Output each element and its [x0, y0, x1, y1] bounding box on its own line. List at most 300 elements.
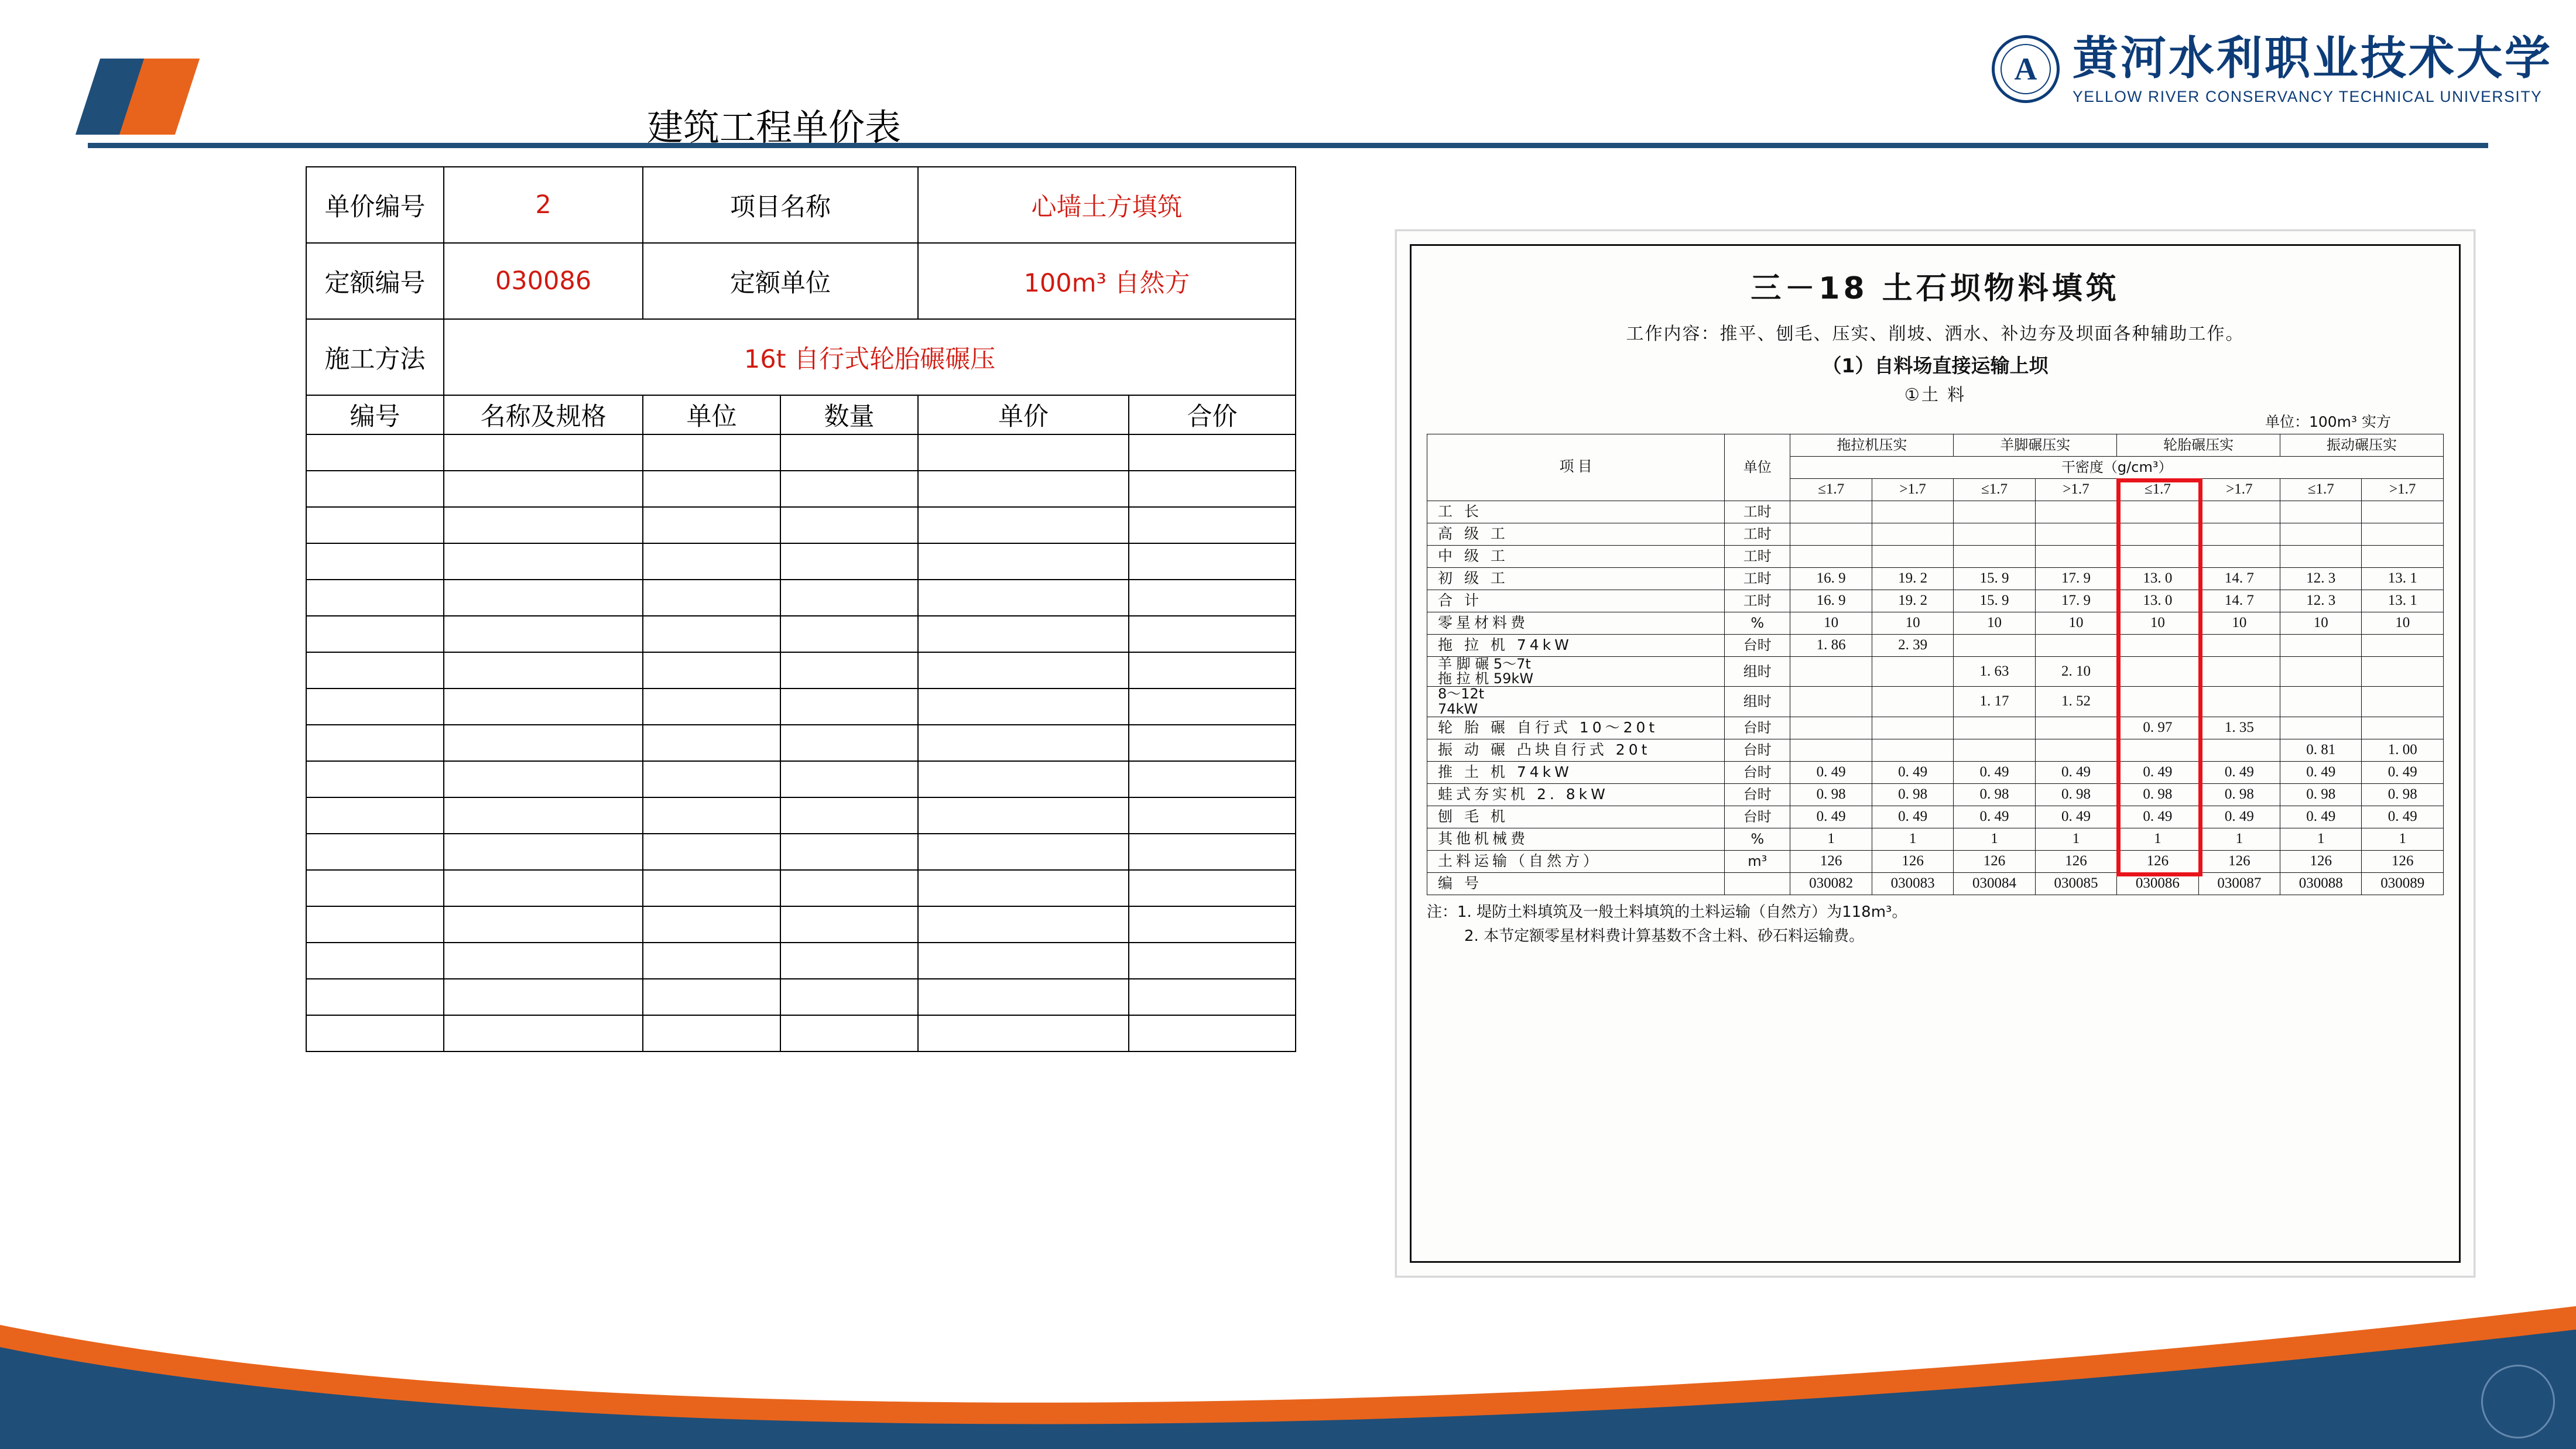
empty-cell[interactable] [918, 761, 1129, 797]
empty-cell[interactable] [306, 471, 444, 507]
quota-cell: 19. 2 [1872, 590, 1953, 612]
quota-row-label: 拖 拉 机 74kW [1427, 635, 1725, 657]
scan-subsection: ①土 料 [1904, 385, 1967, 405]
quota-cell [2198, 635, 2280, 657]
cell-quota-unit-label: 定额单位 [643, 243, 918, 319]
table-row [306, 1015, 1296, 1051]
empty-cell[interactable] [643, 761, 780, 797]
quota-row-label: 工 长 [1427, 501, 1725, 523]
empty-cell[interactable] [1129, 797, 1296, 834]
quota-cell: 1. 52 [2035, 687, 2116, 717]
empty-cell[interactable] [306, 906, 444, 943]
quota-cell [1790, 546, 1872, 568]
empty-cell[interactable] [918, 1015, 1129, 1051]
quota-cell [1790, 739, 1872, 761]
empty-cell[interactable] [1129, 507, 1296, 543]
quota-cell: 1 [1790, 828, 1872, 850]
empty-cell[interactable] [306, 870, 444, 906]
quota-density-col-5: >1.7 [2198, 479, 2280, 501]
quota-cell: 0. 98 [1872, 783, 1953, 806]
empty-cell[interactable] [780, 616, 918, 652]
quota-cell: 126 [2117, 850, 2198, 872]
footer-badge-icon [2481, 1365, 2555, 1438]
col-header-no: 编号 [306, 395, 444, 434]
quota-density-label: 干密度（g/cm³） [1790, 457, 2444, 479]
quota-cell: 19. 2 [1872, 568, 1953, 590]
quota-cell: 0. 49 [2280, 761, 2362, 783]
quota-cell [2280, 687, 2362, 717]
quota-cell: 0. 49 [1790, 761, 1872, 783]
empty-cell[interactable] [444, 507, 643, 543]
quota-row [1427, 717, 2444, 739]
quota-cell [1872, 657, 1953, 687]
quota-cell: 126 [2280, 850, 2362, 872]
quota-row-unit: 工时 [1725, 568, 1790, 590]
empty-cell[interactable] [918, 616, 1129, 652]
empty-cell[interactable] [1129, 761, 1296, 797]
empty-cell[interactable] [918, 652, 1129, 688]
quota-header-unit: 单位 [1725, 434, 1790, 501]
table-header-row [306, 395, 1296, 434]
quota-cell: 1 [1872, 828, 1953, 850]
empty-cell[interactable] [444, 943, 643, 979]
quota-cell [2035, 739, 2116, 761]
empty-cell[interactable] [1129, 652, 1296, 688]
quota-row-label: 其他机械费 [1427, 828, 1725, 850]
empty-cell[interactable] [643, 434, 780, 471]
empty-cell[interactable] [306, 979, 444, 1015]
quota-cell [1790, 657, 1872, 687]
quota-row [1427, 850, 2444, 872]
quota-row-label: 中 级 工 [1427, 546, 1725, 568]
empty-cell[interactable] [444, 870, 643, 906]
quota-row-label: 初 级 工 [1427, 568, 1725, 590]
empty-cell[interactable] [1129, 471, 1296, 507]
quota-cell: 030085 [2035, 872, 2116, 895]
col-header-unit-price: 单价 [918, 395, 1129, 434]
empty-cell[interactable] [918, 543, 1129, 580]
quota-row-label: 合 计 [1427, 590, 1725, 612]
quota-density-col-6: ≤1.7 [2280, 479, 2362, 501]
quota-cell: 1 [2362, 828, 2444, 850]
quota-cell [2117, 635, 2198, 657]
empty-cell[interactable] [780, 580, 918, 616]
table-row [306, 688, 1296, 725]
quota-cell: 126 [2362, 850, 2444, 872]
empty-cell[interactable] [918, 870, 1129, 906]
quota-row-unit: 台时 [1725, 806, 1790, 828]
scan-unit-note: 单位：100m³ 实方 [2265, 413, 2391, 430]
quota-cell: 12. 3 [2280, 568, 2362, 590]
empty-cell[interactable] [444, 761, 643, 797]
empty-cell[interactable] [1129, 834, 1296, 870]
empty-cell[interactable] [1129, 979, 1296, 1015]
empty-cell[interactable] [306, 580, 444, 616]
quota-row-label: 推 土 机 74kW [1427, 761, 1725, 783]
quota-density-col-2: ≤1.7 [1954, 479, 2035, 501]
quota-cell [2117, 687, 2198, 717]
empty-cell[interactable] [918, 507, 1129, 543]
quota-cell: 030089 [2362, 872, 2444, 895]
quota-cell: 15. 9 [1954, 568, 2035, 590]
cell-project-name-value: 心墙土方填筑 [918, 167, 1296, 243]
quota-cell: 0. 49 [1872, 806, 1953, 828]
scanned-quota-image [1395, 229, 2475, 1277]
empty-cell[interactable] [1129, 906, 1296, 943]
empty-cell[interactable] [918, 434, 1129, 471]
empty-cell[interactable] [1129, 1015, 1296, 1051]
quota-row-unit: 工时 [1725, 546, 1790, 568]
scan-section: （1）自料场直接运输上坝 [1822, 354, 2049, 377]
empty-cell[interactable] [918, 943, 1129, 979]
empty-cell[interactable] [780, 1015, 918, 1051]
empty-cell[interactable] [780, 870, 918, 906]
quota-cell: 1. 35 [2198, 717, 2280, 739]
table-row [306, 797, 1296, 834]
table-row [306, 979, 1296, 1015]
cell-project-name-label: 项目名称 [643, 167, 918, 243]
quota-cell: 0. 49 [2362, 761, 2444, 783]
quota-cell [1954, 523, 2035, 546]
scan-note-1: 注：1. 堤防土料填筑及一般土料填筑的土料运输（自然方）为118m³。 [1427, 903, 1907, 921]
empty-cell[interactable] [444, 834, 643, 870]
empty-cell[interactable] [444, 797, 643, 834]
empty-cell[interactable] [1129, 616, 1296, 652]
empty-cell[interactable] [918, 979, 1129, 1015]
empty-cell[interactable] [306, 434, 444, 471]
empty-cell[interactable] [643, 580, 780, 616]
quota-cell: 0. 98 [2198, 783, 2280, 806]
empty-cell[interactable] [444, 543, 643, 580]
header-divider [88, 143, 2488, 148]
quota-cell: 1 [2198, 828, 2280, 850]
empty-cell[interactable] [306, 616, 444, 652]
cell-quota-no-value: 030086 [444, 243, 643, 319]
quota-cell: 15. 9 [1954, 590, 2035, 612]
quota-cell [2280, 635, 2362, 657]
quota-row-label: 编 号 [1427, 872, 1725, 895]
empty-cell[interactable] [444, 471, 643, 507]
quota-cell: 13. 1 [2362, 590, 2444, 612]
quota-cell: 0. 49 [1954, 806, 2035, 828]
empty-cell[interactable] [780, 797, 918, 834]
empty-cell[interactable] [1129, 434, 1296, 471]
quota-row-label: 高 级 工 [1427, 523, 1725, 546]
quota-cell: 10 [2117, 612, 2198, 635]
empty-cell[interactable] [1129, 543, 1296, 580]
empty-cell[interactable] [643, 834, 780, 870]
quota-row [1427, 501, 2444, 523]
quota-cell: 1. 86 [1790, 635, 1872, 657]
quota-cell [2117, 739, 2198, 761]
empty-cell[interactable] [780, 688, 918, 725]
quota-cell [1872, 501, 1953, 523]
empty-cell[interactable] [643, 797, 780, 834]
empty-cell[interactable] [306, 543, 444, 580]
quota-row-label: 零星材料费 [1427, 612, 1725, 635]
empty-cell[interactable] [780, 834, 918, 870]
quota-cell: 10 [1954, 612, 2035, 635]
quota-cell: 030082 [1790, 872, 1872, 895]
quota-row [1427, 590, 2444, 612]
quota-cell: 1 [2117, 828, 2198, 850]
empty-cell[interactable] [444, 906, 643, 943]
quota-cell: 2. 10 [2035, 657, 2116, 687]
table-row [306, 507, 1296, 543]
quota-group-3: 振动碾压实 [2280, 434, 2444, 457]
empty-cell[interactable] [780, 507, 918, 543]
empty-cell[interactable] [1129, 870, 1296, 906]
empty-cell[interactable] [306, 797, 444, 834]
quota-row-unit: 组时 [1725, 657, 1790, 687]
empty-cell[interactable] [643, 688, 780, 725]
quota-cell [2198, 657, 2280, 687]
quota-cell: 126 [1872, 850, 1953, 872]
empty-cell[interactable] [643, 543, 780, 580]
quota-cell [2117, 546, 2198, 568]
quota-row-unit: 台时 [1725, 783, 1790, 806]
empty-cell[interactable] [643, 979, 780, 1015]
empty-cell[interactable] [1129, 725, 1296, 761]
quota-cell: 17. 9 [2035, 590, 2116, 612]
quota-cell: 0. 49 [2117, 761, 2198, 783]
quota-row-label: 土料运输（自然方） [1427, 850, 1725, 872]
cell-unit-price-no-value: 2 [444, 167, 643, 243]
quota-table [1427, 434, 2444, 895]
quota-cell: 0. 98 [1954, 783, 2035, 806]
logo-name-en: YELLOW RIVER CONSERVANCY TECHNICAL UNIVERSITY [2072, 87, 2543, 105]
empty-cell[interactable] [444, 1015, 643, 1051]
empty-cell[interactable] [306, 1015, 444, 1051]
quota-cell [2117, 523, 2198, 546]
quota-density-col-0: ≤1.7 [1790, 479, 1872, 501]
scan-work-content: 工作内容：推平、刨毛、压实、削坡、洒水、补边夯及坝面各种辅助工作。 [1626, 324, 2245, 344]
table-row [306, 434, 1296, 471]
quota-cell: 0. 49 [2198, 806, 2280, 828]
quota-row [1427, 806, 2444, 828]
quota-cell [2198, 523, 2280, 546]
quota-cell: 10 [2198, 612, 2280, 635]
quota-row-label: 羊 脚 碾 5～7t 拖 拉 机 59kW [1427, 657, 1725, 687]
quota-header-item: 项 目 [1427, 434, 1725, 501]
quota-cell [2362, 523, 2444, 546]
quota-row [1427, 657, 2444, 687]
empty-cell[interactable] [918, 580, 1129, 616]
quota-cell: 10 [1790, 612, 1872, 635]
quota-cell [2198, 687, 2280, 717]
table-row [306, 834, 1296, 870]
quota-cell [2280, 501, 2362, 523]
empty-cell[interactable] [918, 688, 1129, 725]
empty-cell[interactable] [643, 471, 780, 507]
quota-row-unit: 工时 [1725, 590, 1790, 612]
quota-row [1427, 523, 2444, 546]
table-row [306, 761, 1296, 797]
empty-cell[interactable] [643, 507, 780, 543]
footer-decoration [0, 1256, 2576, 1449]
empty-cell[interactable] [780, 761, 918, 797]
quota-row [1427, 635, 2444, 657]
empty-cell[interactable] [643, 1015, 780, 1051]
empty-cell[interactable] [918, 471, 1129, 507]
empty-cell[interactable] [780, 543, 918, 580]
quota-cell [1954, 501, 2035, 523]
empty-cell[interactable] [444, 725, 643, 761]
empty-cell[interactable] [780, 906, 918, 943]
empty-cell[interactable] [643, 652, 780, 688]
quota-cell: 0. 98 [2362, 783, 2444, 806]
quota-cell: 0. 49 [1872, 761, 1953, 783]
quota-cell [1872, 687, 1953, 717]
empty-cell[interactable] [306, 507, 444, 543]
quota-cell [2117, 501, 2198, 523]
empty-cell[interactable] [780, 471, 918, 507]
cell-quota-no-label: 定额编号 [306, 243, 444, 319]
empty-cell[interactable] [444, 652, 643, 688]
quota-cell: 0. 98 [1790, 783, 1872, 806]
empty-cell[interactable] [306, 834, 444, 870]
table-row [306, 906, 1296, 943]
quota-cell [2362, 501, 2444, 523]
empty-cell[interactable] [918, 834, 1129, 870]
quota-cell: 17. 9 [2035, 568, 2116, 590]
quota-row [1427, 546, 2444, 568]
quota-cell [1954, 546, 2035, 568]
footer-swoosh-icon [0, 1256, 2576, 1449]
quota-cell [1872, 739, 1953, 761]
empty-cell[interactable] [306, 725, 444, 761]
empty-cell[interactable] [643, 616, 780, 652]
quota-cell [2035, 635, 2116, 657]
quota-row-unit: 工时 [1725, 501, 1790, 523]
quota-cell: 0. 98 [2117, 783, 2198, 806]
empty-cell[interactable] [306, 652, 444, 688]
empty-cell[interactable] [780, 434, 918, 471]
empty-cell[interactable] [306, 761, 444, 797]
empty-cell[interactable] [918, 725, 1129, 761]
quota-density-col-4: ≤1.7 [2117, 479, 2198, 501]
quota-header-row-1 [1427, 434, 2444, 457]
quota-cell: 14. 7 [2198, 590, 2280, 612]
table-row [306, 580, 1296, 616]
empty-cell[interactable] [444, 616, 643, 652]
quota-density-col-7: >1.7 [2362, 479, 2444, 501]
quota-cell: 10 [2035, 612, 2116, 635]
empty-cell[interactable] [1129, 943, 1296, 979]
quota-cell: 2. 39 [1872, 635, 1953, 657]
quota-row-label: 振 动 碾 凸块自行式 20t [1427, 739, 1725, 761]
quota-cell: 0. 49 [1790, 806, 1872, 828]
empty-cell[interactable] [780, 943, 918, 979]
quota-cell: 126 [2198, 850, 2280, 872]
col-header-quantity: 数量 [780, 395, 918, 434]
quota-cell [2198, 501, 2280, 523]
empty-cell[interactable] [306, 943, 444, 979]
quota-cell: 14. 7 [2198, 568, 2280, 590]
quota-cell: 1 [2280, 828, 2362, 850]
empty-cell[interactable] [306, 688, 444, 725]
empty-cell[interactable] [444, 580, 643, 616]
quota-cell: 10 [2280, 612, 2362, 635]
table-row [306, 943, 1296, 979]
empty-cell[interactable] [444, 688, 643, 725]
quota-cell: 030083 [1872, 872, 1953, 895]
quota-cell: 13. 1 [2362, 568, 2444, 590]
quota-cell [1790, 523, 1872, 546]
empty-cell[interactable] [643, 906, 780, 943]
quota-row-unit: 台时 [1725, 635, 1790, 657]
quota-cell: 030086 [2117, 872, 2198, 895]
empty-cell[interactable] [780, 725, 918, 761]
quota-cell [1954, 635, 2035, 657]
empty-cell[interactable] [780, 979, 918, 1015]
quota-cell [1954, 739, 2035, 761]
empty-cell[interactable] [1129, 580, 1296, 616]
empty-cell[interactable] [643, 943, 780, 979]
cell-method-label: 施工方法 [306, 319, 444, 395]
table-row [306, 167, 1296, 243]
empty-cell[interactable] [444, 434, 643, 471]
quota-row-unit: 台时 [1725, 761, 1790, 783]
logo-seal-glyph: A [2014, 52, 2037, 87]
empty-cell[interactable] [1129, 688, 1296, 725]
table-row [306, 243, 1296, 319]
quota-cell: 13. 0 [2117, 590, 2198, 612]
col-header-name-spec: 名称及规格 [444, 395, 643, 434]
quota-cell [2035, 546, 2116, 568]
quota-row-unit: m³ [1725, 850, 1790, 872]
quota-cell [2198, 546, 2280, 568]
quota-cell: 0. 98 [2280, 783, 2362, 806]
quota-cell [2280, 717, 2362, 739]
quota-cell: 10 [1872, 612, 1953, 635]
quota-row-unit: % [1725, 612, 1790, 635]
quota-row-unit [1725, 872, 1790, 895]
quota-cell [2117, 657, 2198, 687]
quota-cell [1790, 687, 1872, 717]
empty-cell[interactable] [444, 979, 643, 1015]
table-row [306, 652, 1296, 688]
quota-cell: 126 [1954, 850, 2035, 872]
empty-cell[interactable] [643, 870, 780, 906]
quota-row-label: 8～12t 74kW [1427, 687, 1725, 717]
table-row [306, 616, 1296, 652]
logo-seal-icon [1992, 35, 2060, 103]
quota-cell: 0. 49 [2035, 806, 2116, 828]
empty-cell[interactable] [918, 797, 1129, 834]
quota-row-unit: 台时 [1725, 717, 1790, 739]
quota-cell: 030084 [1954, 872, 2035, 895]
quota-cell [1872, 717, 1953, 739]
empty-cell[interactable] [780, 652, 918, 688]
table-row [306, 543, 1296, 580]
empty-cell[interactable] [643, 725, 780, 761]
quota-row [1427, 568, 2444, 590]
university-logo [1992, 32, 2553, 106]
quota-cell: 16. 9 [1790, 568, 1872, 590]
quota-cell: 10 [2362, 612, 2444, 635]
quota-group-0: 拖拉机压实 [1790, 434, 1954, 457]
quota-cell: 0. 97 [2117, 717, 2198, 739]
quota-group-1: 羊脚碾压实 [1954, 434, 2117, 457]
empty-cell[interactable] [918, 906, 1129, 943]
quota-cell: 1. 17 [1954, 687, 2035, 717]
quota-cell [2362, 546, 2444, 568]
quota-cell: 126 [1790, 850, 1872, 872]
cell-quota-unit-value: 100m³ 自然方 [918, 243, 1296, 319]
cell-unit-price-no-label: 单价编号 [306, 167, 444, 243]
quota-row-unit: 工时 [1725, 523, 1790, 546]
